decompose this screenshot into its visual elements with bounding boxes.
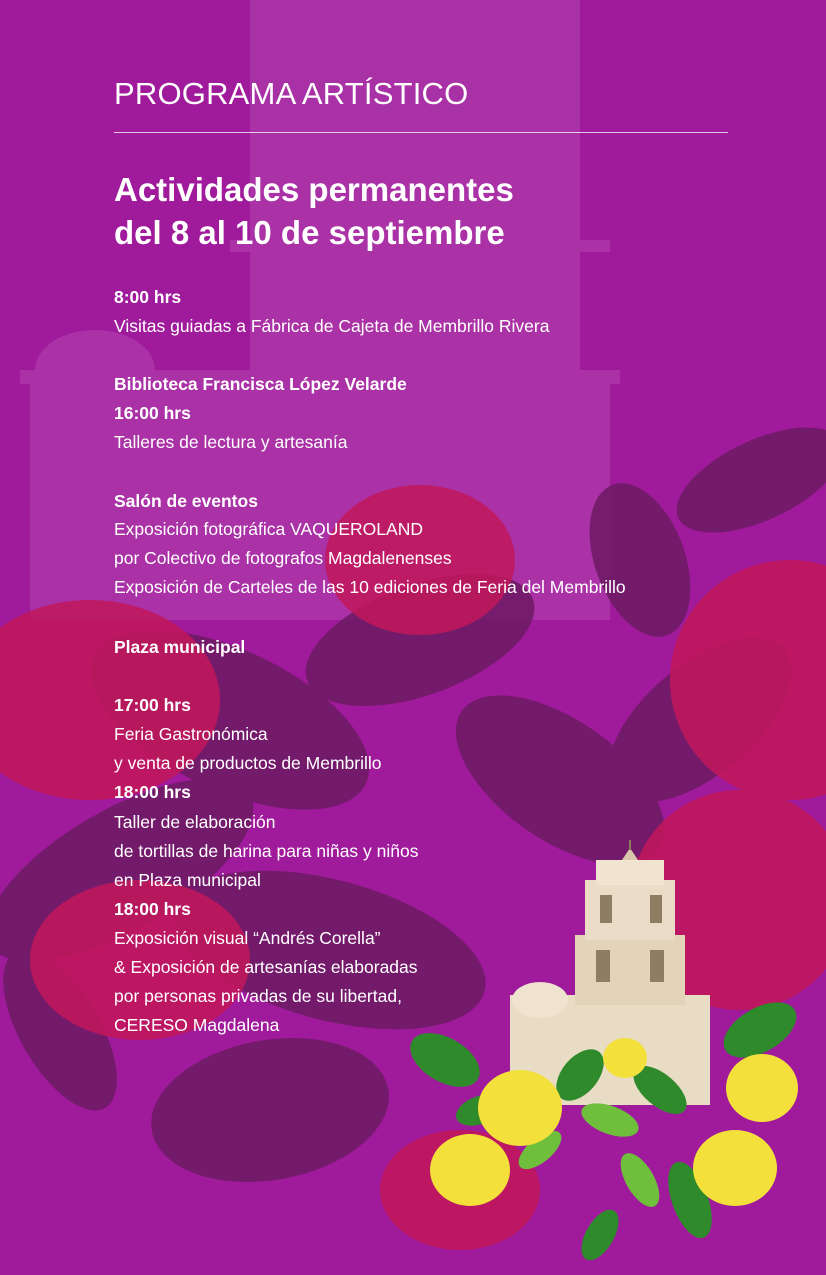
headline-line-2: del 8 al 10 de septiembre <box>114 214 505 251</box>
activity-text: Exposición visual “Andrés Corella” <box>114 928 381 948</box>
headline-line-1: Actividades permanentes <box>114 171 514 208</box>
title-divider <box>114 132 728 133</box>
activity-text: Exposición fotográfica VAQUEROLAND <box>114 519 423 539</box>
activity-text: Visitas guiadas a Fábrica de Cajeta de Membrillo Rivera <box>114 316 550 336</box>
activity-text: de tortillas de harina para niñas y niños <box>114 841 419 861</box>
activity-text: por personas privadas de su libertad, <box>114 986 402 1006</box>
activity-text: & Exposición de artesanías elaboradas <box>114 957 418 977</box>
activity-text: por Colectivo de fotografos Magdalenenses <box>114 548 452 568</box>
activity-text: CERESO Magdalena <box>114 1015 280 1035</box>
activity-text: en Plaza municipal <box>114 870 261 890</box>
headline <box>114 168 514 254</box>
activity-text: Taller de elaboración <box>114 812 276 832</box>
time-label: 17:00 hrs <box>114 695 191 715</box>
time-label: 18:00 hrs <box>114 899 191 919</box>
time-label: 8:00 hrs <box>114 287 182 307</box>
activity-text: Exposición de Carteles de las 10 ediciones de Feria del Membrillo <box>114 577 626 597</box>
venue-label: Salón de eventos <box>114 491 258 511</box>
time-label: 16:00 hrs <box>114 403 191 423</box>
section-title: PROGRAMA ARTÍSTICO <box>114 76 469 111</box>
activity-text: y venta de productos de Membrillo <box>114 753 382 773</box>
venue-label: Biblioteca Francisca López Velarde <box>114 374 407 394</box>
time-label: 18:00 hrs <box>114 782 191 802</box>
activity-text: Feria Gastronómica <box>114 724 268 744</box>
venue-label: Plaza municipal <box>114 637 246 657</box>
activity-text: Talleres de lectura y artesanía <box>114 432 348 452</box>
